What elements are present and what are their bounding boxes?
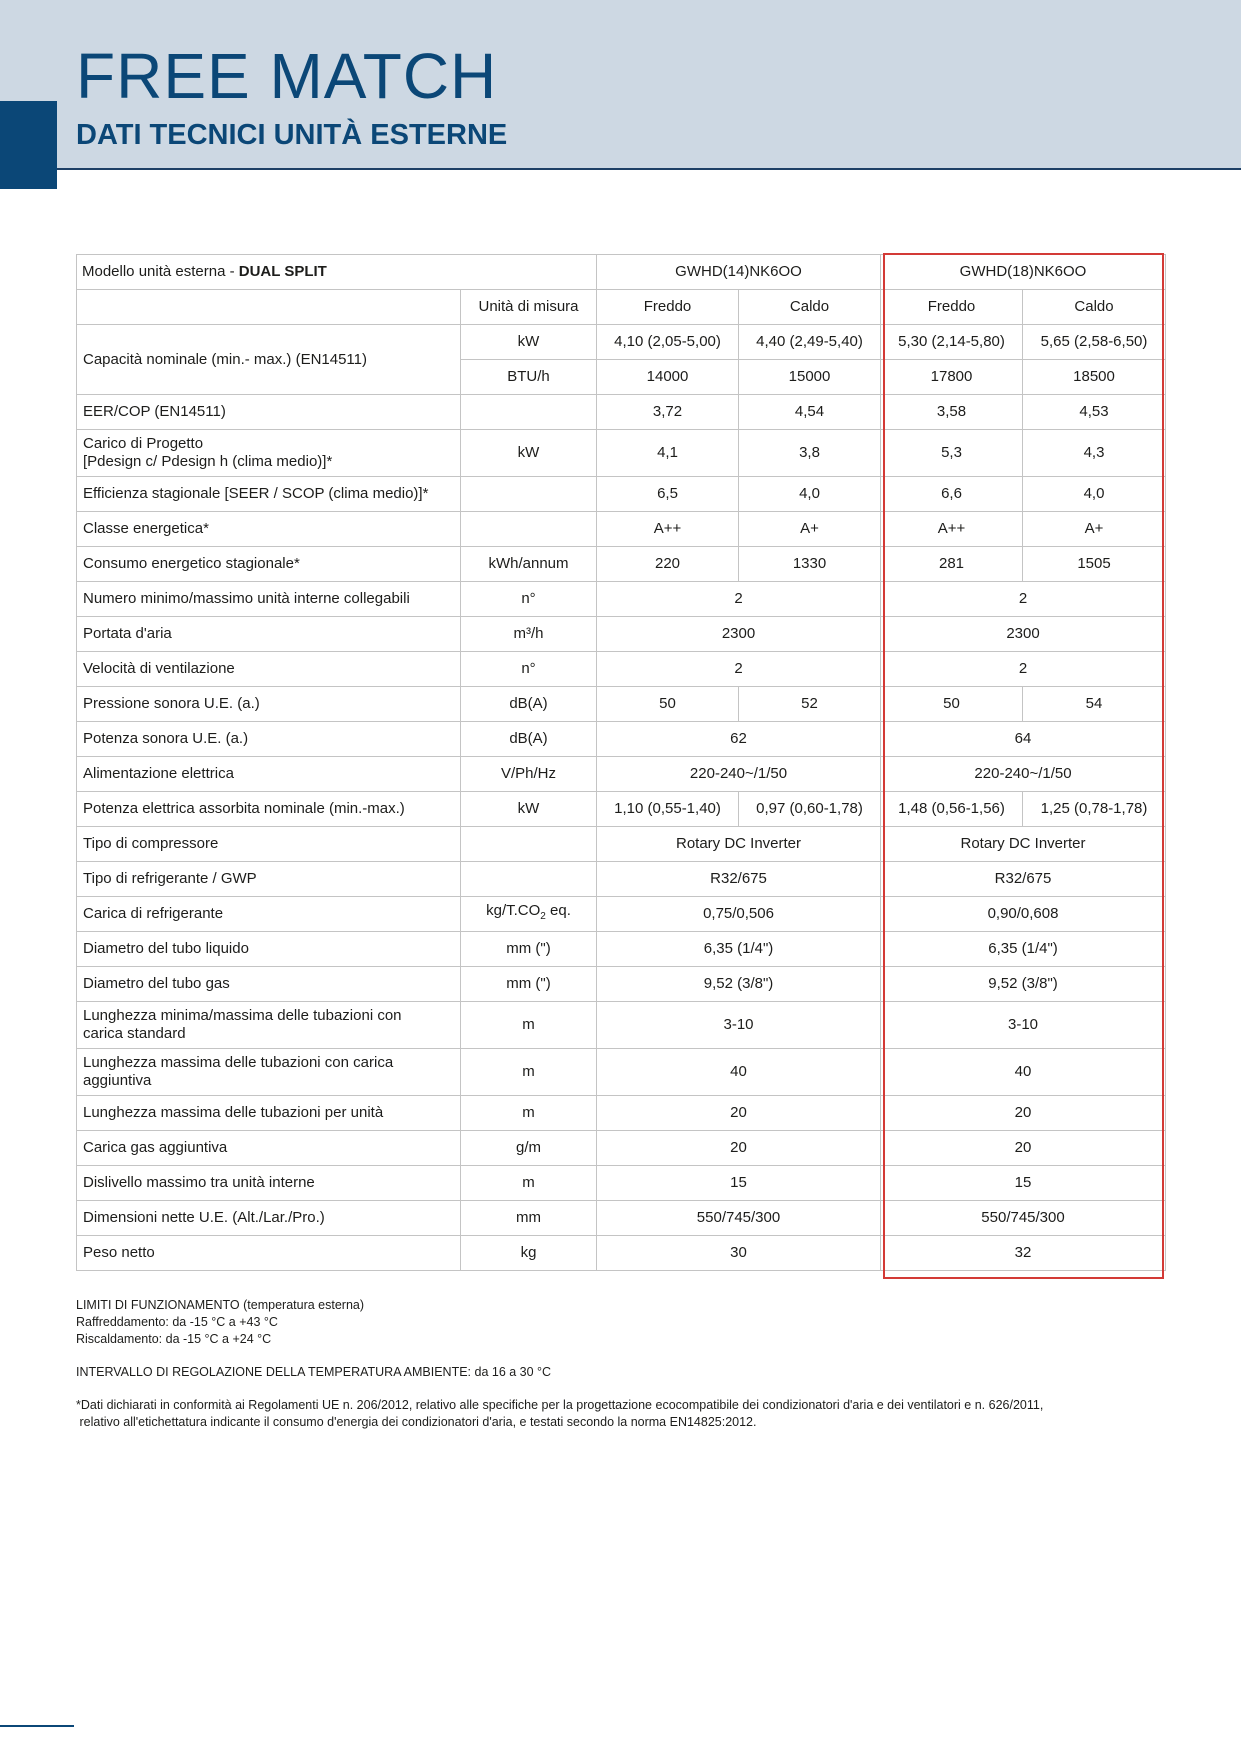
table-row xyxy=(77,325,1166,360)
value-cell: 4,40 (2,49-5,40) xyxy=(739,325,881,360)
value-cell: Rotary DC Inverter xyxy=(881,827,1166,862)
value-cell: 4,53 xyxy=(1023,395,1166,430)
table-row xyxy=(77,1201,1166,1236)
row-label-line: Lunghezza minima/massima delle tubazioni con xyxy=(83,1007,402,1024)
unit-cell: V/Ph/Hz xyxy=(461,757,597,792)
empty-cell xyxy=(77,290,461,325)
unit-cell: m xyxy=(461,1049,597,1096)
value-cell: A++ xyxy=(881,512,1023,547)
mode-header: Caldo xyxy=(739,290,881,325)
heating-limits: Riscaldamento: da -15 °C a +24 °C xyxy=(76,1332,272,1346)
value-cell: 550/745/300 xyxy=(597,1201,881,1236)
row-label: Peso netto xyxy=(77,1236,461,1271)
unit-cell: m³/h xyxy=(461,617,597,652)
value-cell: 281 xyxy=(881,547,1023,582)
value-cell: 2 xyxy=(597,652,881,687)
table-row xyxy=(77,652,1166,687)
temperature-range: INTERVALLO DI REGOLAZIONE DELLA TEMPERATURA AMBIENTE: da 16 a 30 °C xyxy=(76,1365,552,1379)
mode-header: Caldo xyxy=(1023,290,1166,325)
spacer xyxy=(76,1381,1176,1397)
unit-cell: kW xyxy=(461,430,597,477)
value-cell: 0,90/0,608 xyxy=(881,897,1166,932)
value-cell: 20 xyxy=(881,1096,1166,1131)
value-cell: R32/675 xyxy=(597,862,881,897)
row-label: Diametro del tubo liquido xyxy=(77,932,461,967)
row-label-line: Lunghezza massima delle tubazioni con carica xyxy=(83,1054,394,1071)
value-cell: 1,25 (0,78-1,78) xyxy=(1023,792,1166,827)
row-label: Numero minimo/massimo unità interne collegabili xyxy=(77,582,461,617)
unit-cell: mm (") xyxy=(461,932,597,967)
row-label xyxy=(77,430,461,477)
header-accent-block xyxy=(0,101,57,189)
unit-cell xyxy=(461,395,597,430)
table-row xyxy=(77,967,1166,1002)
row-label: Alimentazione elettrica xyxy=(77,757,461,792)
value-cell: 5,30 (2,14-5,80) xyxy=(881,325,1023,360)
unit-cell xyxy=(461,827,597,862)
unit-cell xyxy=(461,477,597,512)
table-row xyxy=(77,430,1166,477)
value-cell: 3-10 xyxy=(597,1002,881,1049)
footer-rule xyxy=(0,1725,74,1727)
value-cell: 2 xyxy=(597,582,881,617)
unit-cell xyxy=(461,897,597,932)
limits-title: LIMITI DI FUNZIONAMENTO (temperatura esterna) xyxy=(76,1298,365,1312)
unit-cell: mm xyxy=(461,1201,597,1236)
unit-cell: dB(A) xyxy=(461,687,597,722)
unit-cell: kW xyxy=(461,792,597,827)
spacer xyxy=(76,1348,1176,1364)
table-row xyxy=(77,792,1166,827)
value-cell: 40 xyxy=(597,1049,881,1096)
value-cell: 50 xyxy=(881,687,1023,722)
value-cell: 62 xyxy=(597,722,881,757)
unit-cell: n° xyxy=(461,652,597,687)
specs-table xyxy=(76,254,1166,1271)
page-subtitle: DATI TECNICI UNITÀ ESTERNE xyxy=(76,119,508,151)
footnote-line: relativo all'etichettatura indicante il consumo d'energia dei condizionatori d'aria, e testati secondo la norma EN14825:2012. xyxy=(76,1415,757,1429)
mode-header: Freddo xyxy=(597,290,739,325)
table-row xyxy=(77,827,1166,862)
value-cell: 0,97 (0,60-1,78) xyxy=(739,792,881,827)
unit-cell: m xyxy=(461,1096,597,1131)
value-cell: 20 xyxy=(597,1096,881,1131)
model-title-prefix: Modello unità esterna - xyxy=(82,263,239,280)
table-row xyxy=(77,395,1166,430)
table-row xyxy=(77,1166,1166,1201)
value-cell: A+ xyxy=(1023,512,1166,547)
row-label: Efficienza stagionale [SEER / SCOP (clima medio)]* xyxy=(77,477,461,512)
value-cell: 3-10 xyxy=(881,1002,1166,1049)
header-rule xyxy=(57,168,1241,170)
value-cell: 30 xyxy=(597,1236,881,1271)
row-label: Diametro del tubo gas xyxy=(77,967,461,1002)
table-row xyxy=(77,1002,1166,1049)
row-label: Consumo energetico stagionale* xyxy=(77,547,461,582)
row-label: Capacità nominale (min.- max.) (EN14511) xyxy=(77,325,461,395)
row-label: Portata d'aria xyxy=(77,617,461,652)
table-row xyxy=(77,722,1166,757)
value-cell: 9,52 (3/8") xyxy=(881,967,1166,1002)
value-cell: 2300 xyxy=(881,617,1166,652)
unit-cell: n° xyxy=(461,582,597,617)
value-cell: R32/675 xyxy=(881,862,1166,897)
row-label: Carica gas aggiuntiva xyxy=(77,1131,461,1166)
table-row xyxy=(77,1131,1166,1166)
row-label: Tipo di compressore xyxy=(77,827,461,862)
value-cell: 17800 xyxy=(881,360,1023,395)
value-cell: 50 xyxy=(597,687,739,722)
value-cell: A++ xyxy=(597,512,739,547)
table-header-row xyxy=(77,255,1166,290)
notes xyxy=(76,1297,1176,1431)
unit-cell: m xyxy=(461,1166,597,1201)
unit-cell: kg xyxy=(461,1236,597,1271)
row-label-line: carica standard xyxy=(83,1025,186,1042)
model-title xyxy=(77,255,597,290)
value-cell: 1505 xyxy=(1023,547,1166,582)
row-label: Carica di refrigerante xyxy=(77,897,461,932)
value-cell: 4,0 xyxy=(1023,477,1166,512)
value-cell: 220 xyxy=(597,547,739,582)
unit-cell: kWh/annum xyxy=(461,547,597,582)
value-cell: 4,3 xyxy=(1023,430,1166,477)
row-label xyxy=(77,1002,461,1049)
unit-cell: dB(A) xyxy=(461,722,597,757)
unit-cell xyxy=(461,862,597,897)
table-row xyxy=(77,477,1166,512)
row-label: EER/COP (EN14511) xyxy=(77,395,461,430)
value-cell: 220-240~/1/50 xyxy=(597,757,881,792)
unit-cell xyxy=(461,512,597,547)
unit-cell: BTU/h xyxy=(461,360,597,395)
value-cell: 20 xyxy=(597,1131,881,1166)
value-cell: 14000 xyxy=(597,360,739,395)
value-cell: A+ xyxy=(739,512,881,547)
unit-cell: m xyxy=(461,1002,597,1049)
value-cell: 9,52 (3/8") xyxy=(597,967,881,1002)
table-row xyxy=(77,290,1166,325)
row-label: Classe energetica* xyxy=(77,512,461,547)
table-row xyxy=(77,547,1166,582)
value-cell: 6,5 xyxy=(597,477,739,512)
value-cell: Rotary DC Inverter xyxy=(597,827,881,862)
value-cell: 54 xyxy=(1023,687,1166,722)
table-row xyxy=(77,1236,1166,1271)
value-cell: 15000 xyxy=(739,360,881,395)
value-cell: 3,8 xyxy=(739,430,881,477)
value-cell: 4,54 xyxy=(739,395,881,430)
value-cell: 4,0 xyxy=(739,477,881,512)
value-cell: 20 xyxy=(881,1131,1166,1166)
value-cell: 18500 xyxy=(1023,360,1166,395)
value-cell: 5,65 (2,58-6,50) xyxy=(1023,325,1166,360)
value-cell: 1,48 (0,56-1,56) xyxy=(881,792,1023,827)
value-cell: 1,10 (0,55-1,40) xyxy=(597,792,739,827)
brand-title: FREE MATCH xyxy=(76,40,498,112)
table-row xyxy=(77,897,1166,932)
model-code-18: GWHD(18)NK6OO xyxy=(881,255,1166,290)
value-cell: 15 xyxy=(881,1166,1166,1201)
value-cell: 1330 xyxy=(739,547,881,582)
mode-header: Freddo xyxy=(881,290,1023,325)
value-cell: 2 xyxy=(881,582,1166,617)
value-cell: 3,58 xyxy=(881,395,1023,430)
unit-cell: kW xyxy=(461,325,597,360)
row-label: Potenza sonora U.E. (a.) xyxy=(77,722,461,757)
value-cell: 3,72 xyxy=(597,395,739,430)
value-cell: 550/745/300 xyxy=(881,1201,1166,1236)
unit-subscript: 2 xyxy=(540,911,546,922)
row-label-line: aggiuntiva xyxy=(83,1072,152,1089)
cooling-limits: Raffreddamento: da -15 °C a +43 °C xyxy=(76,1315,278,1329)
row-label: Dimensioni nette U.E. (Alt./Lar./Pro.) xyxy=(77,1201,461,1236)
value-cell: 40 xyxy=(881,1049,1166,1096)
value-cell: 64 xyxy=(881,722,1166,757)
value-cell: 15 xyxy=(597,1166,881,1201)
row-label-line: Carico di Progetto xyxy=(83,435,204,452)
table-row xyxy=(77,617,1166,652)
table-row xyxy=(77,1049,1166,1096)
unit-text: kg/T.CO xyxy=(486,902,541,919)
unit-cell: g/m xyxy=(461,1131,597,1166)
value-cell: 4,10 (2,05-5,00) xyxy=(597,325,739,360)
table-row xyxy=(77,757,1166,792)
unit-text: eq. xyxy=(545,902,571,919)
value-cell: 52 xyxy=(739,687,881,722)
value-cell: 32 xyxy=(881,1236,1166,1271)
model-code-14: GWHD(14)NK6OO xyxy=(597,255,881,290)
table-row xyxy=(77,512,1166,547)
value-cell: 5,3 xyxy=(881,430,1023,477)
row-label xyxy=(77,1049,461,1096)
value-cell: 2 xyxy=(881,652,1166,687)
table-row xyxy=(77,862,1166,897)
row-label: Lunghezza massima delle tubazioni per unità xyxy=(77,1096,461,1131)
model-title-bold: DUAL SPLIT xyxy=(238,263,327,280)
row-label-line: [Pdesign c/ Pdesign h (clima medio)]* xyxy=(83,453,333,470)
value-cell: 6,35 (1/4") xyxy=(597,932,881,967)
value-cell: 6,35 (1/4") xyxy=(881,932,1166,967)
table-row xyxy=(77,582,1166,617)
table-row xyxy=(77,1096,1166,1131)
value-cell: 4,1 xyxy=(597,430,739,477)
value-cell: 220-240~/1/50 xyxy=(881,757,1166,792)
value-cell: 2300 xyxy=(597,617,881,652)
value-cell: 0,75/0,506 xyxy=(597,897,881,932)
row-label: Velocità di ventilazione xyxy=(77,652,461,687)
footnote-line: *Dati dichiarati in conformità ai Regolamenti UE n. 206/2012, relativo alle specifiche per la progettazione ecocompatibile dei condizionatori d'aria e dei ventilatori e n. 626/2011, xyxy=(76,1398,1044,1412)
unit-header: Unità di misura xyxy=(461,290,597,325)
row-label: Potenza elettrica assorbita nominale (min.-max.) xyxy=(77,792,461,827)
row-label: Tipo di refrigerante / GWP xyxy=(77,862,461,897)
table-row xyxy=(77,932,1166,967)
row-label: Dislivello massimo tra unità interne xyxy=(77,1166,461,1201)
unit-cell: mm (") xyxy=(461,967,597,1002)
value-cell: 6,6 xyxy=(881,477,1023,512)
row-label: Pressione sonora U.E. (a.) xyxy=(77,687,461,722)
table-row xyxy=(77,687,1166,722)
